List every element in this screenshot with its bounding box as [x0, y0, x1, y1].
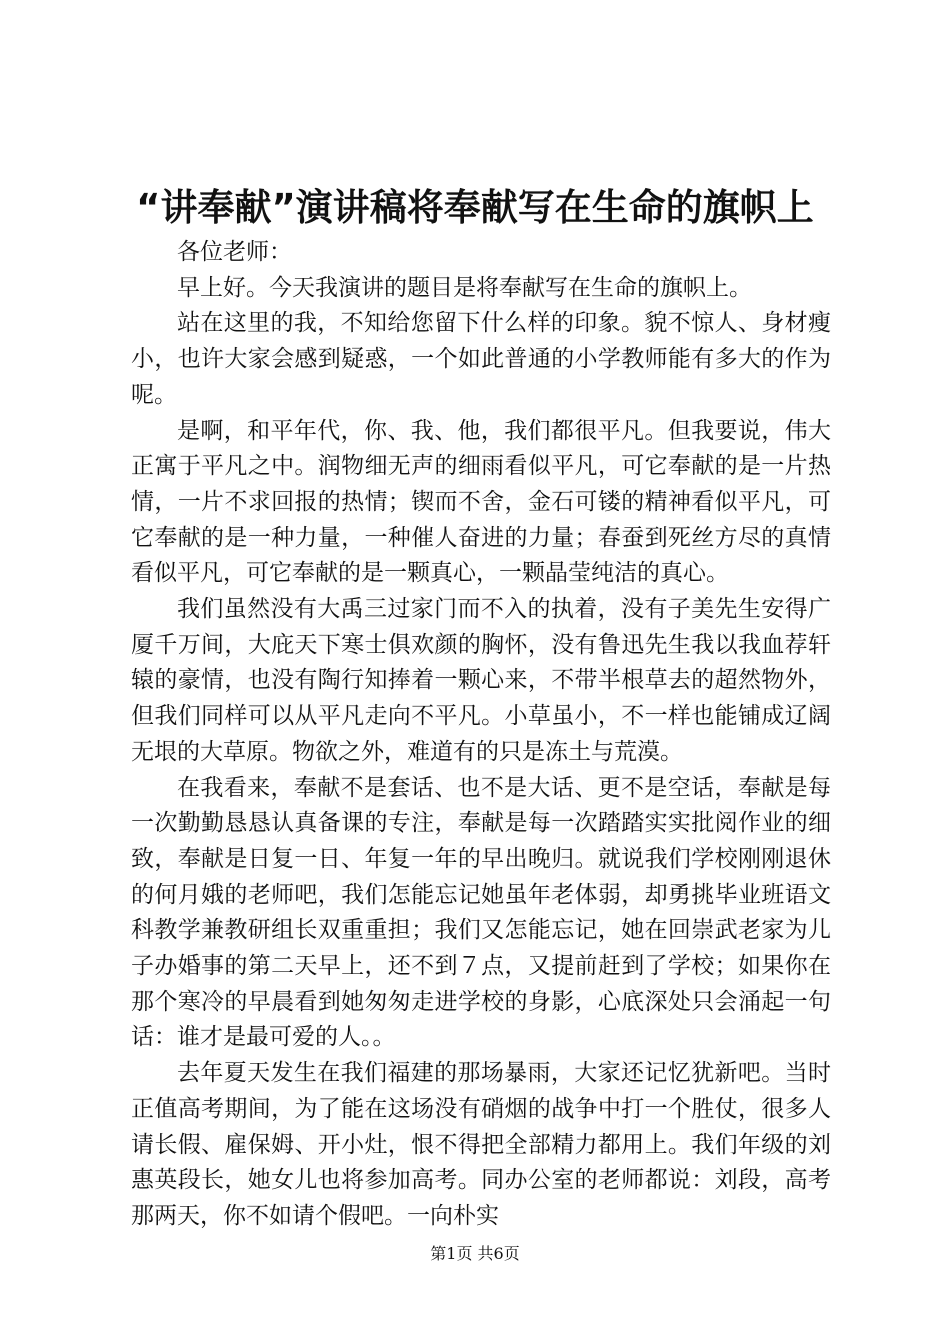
paragraph: 我们虽然没有大禹三过家门而不入的执着，没有子美先生安得广厦千万间，大庇天下寒士俱欢颜的胸怀，没有鲁迅先生我以我血荐轩辕的豪情，也没有陶行知捧着一颗心来，不带半根草去的超然物外，但我们同样可以从平凡走向不平凡。小草虽小，不一样也能铺成辽阔无垠的大草原。物欲之外，难道有的只是冻土与荒漠。: [131, 596, 831, 765]
paragraph: 去年夏天发生在我们福建的那场暴雨，大家还记忆犹新吧。当时正值高考期间，为了能在这场没有硝烟的战争中打一个胜仗，很多人请长假、雇保姆、开小灶，恨不得把全部精力都用上。我们年级的刘惠英段长，她女儿也将参加高考。同办公室的老师都说：刘段，高考那两天，你不如请个假吧。一向朴实: [131, 1060, 831, 1229]
paragraph: 是啊，和平年代，你、我、他，我们都很平凡。但我要说，伟大正寓于平凡之中。润物细无声的细雨看似平凡，可它奉献的是一片热情，一片不求回报的热情；锲而不舍，金石可镂的精神看似平凡，可它奉献的是一种力量，一种催人奋进的力量；春蚕到死丝方尽的真情看似平凡，可它奉献的是一颗真心，一颗晶莹纯洁的真心。: [131, 417, 831, 587]
paragraph: 站在这里的我，不知给您留下什么样的印象。貌不惊人、身材瘦小，也许大家会感到疑惑，一个如此普通的小学教师能有多大的作为呢。: [131, 310, 831, 408]
page-number: 第1页 共6页: [430, 1244, 520, 1263]
document-body: [131, 235, 831, 1235]
paragraph: 在我看来，奉献不是套话、也不是大话、更不是空话，奉献是每一次勤勤恳恳认真备课的专注，奉献是每一次踏踏实实批阅作业的细致，奉献是日复一日、年复一年的早出晚归。就说我们学校刚刚退休的何月娥的老师吧，我们怎能忘记她虽年老体弱，却勇挑毕业班语文科教学兼教研组长双重重担；我们又怎能忘记，她在回崇武老家为儿子办婚事的第二天早上，还不到７点，又提前赶到了学校；如果你在那个寒冷的早晨看到她匆匆走进学校的身影，心底深处只会涌起一句话：谁才是最可爱的人。。: [131, 774, 831, 1051]
page-title: “讲奉献”演讲稿将奉献写在生命的旗帜上: [136, 186, 814, 229]
paragraph-greeting: 各位老师：: [177, 239, 292, 265]
paragraph-opening: 早上好。今天我演讲的题目是将奉献写在生命的旗帜上。: [177, 274, 752, 301]
